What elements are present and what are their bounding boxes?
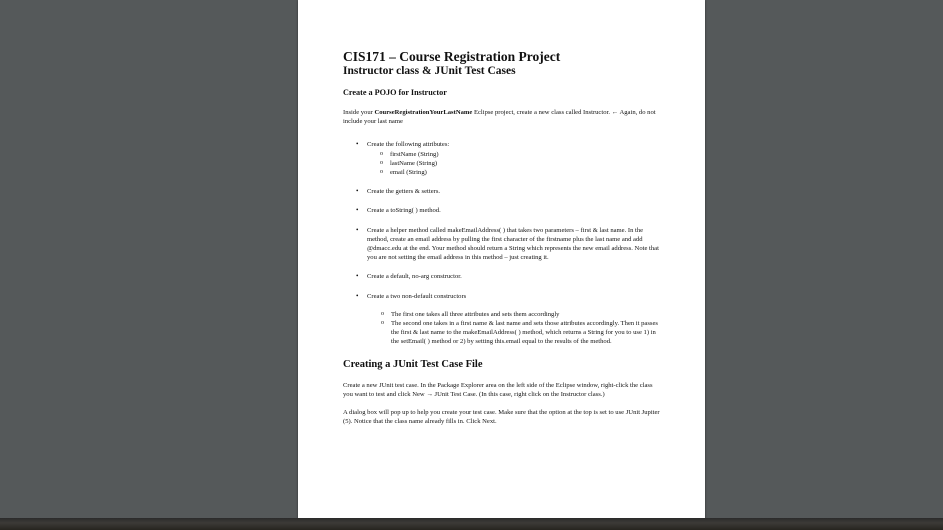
section-heading-junit: Creating a JUnit Test Case File — [343, 358, 483, 370]
section-heading-pojo: Create a POJO for Instructor — [343, 88, 447, 97]
document-title: CIS171 – Course Registration Project — [343, 49, 561, 64]
list-item-nondefault-constructors — [356, 292, 663, 347]
list-item-tostring: • Create a toString( ) method. — [356, 206, 663, 215]
attribute-item: o lastName (String) — [380, 159, 663, 168]
document-page — [298, 0, 705, 519]
list-item-default-constructor: • Create a default, no-arg constructor. — [356, 272, 663, 281]
intro-prefix: Inside your — [343, 109, 375, 116]
dialog-paragraph: A dialog box will pop up to help you create your test case. Make sure that the option at the top is set to use JUnit Jupiter (5). Notice that the class name already fills in. Click Next. — [343, 409, 660, 426]
attributes-label: Create the following attributes: — [367, 141, 450, 149]
document-subtitle: Instructor class & JUnit Test Cases — [343, 65, 516, 77]
constructor-notes-list — [367, 310, 663, 347]
list-item-helper: • Create a helper method called makeEmailAddress( ) that takes two parameters – first & last name. In the method, create an email address by pulling the first character of the firstname plus the last name and add @dmacc.edu at the end. Your method should return a String which represents the new email address. Note that you are not setting the email address in this method – just creating it. — [356, 226, 663, 263]
constructor-note: o The second one takes in a first name & last name and sets those attributes accordingly. Then it passes the first & last name to the makeEmailAddress( ) method, which returns a String for you to use 1) in the setEmail( ) method or 2) by setting this.email equal to the results of the method. — [381, 319, 663, 347]
nondefault-label: Create a two non-default constructors — [367, 292, 467, 300]
attributes-list — [367, 150, 663, 178]
taskbar-strip — [0, 518, 943, 530]
list-item-getters: • Create the getters & setters. — [356, 187, 663, 196]
constructor-note: o The first one takes all three attributes and sets them accordingly — [381, 310, 663, 319]
attribute-item: o firstName (String) — [380, 150, 663, 159]
list-item-attributes — [356, 140, 663, 177]
intro-suffix: Eclipse project, create a new class called Instructor. ← Again, do not include your last name — [343, 109, 656, 126]
document-content — [343, 49, 663, 435]
instructions-list — [343, 140, 663, 346]
attribute-item: o email (String) — [380, 168, 663, 177]
project-name: CourseRegistrationYourLastName — [374, 109, 473, 116]
intro-paragraph — [343, 108, 663, 126]
junit-paragraph: Create a new JUnit test case. In the Package Explorer area on the left side of the Eclipse window, right-click the class you want to test and click New → JUnit Test Case. (In this case, right click on the Instructor class.) — [343, 381, 653, 398]
